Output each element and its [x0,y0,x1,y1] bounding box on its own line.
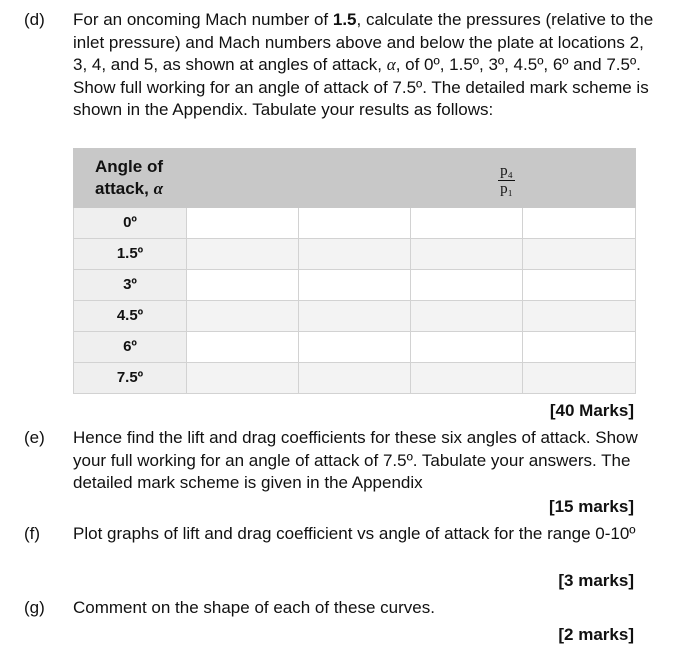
table-cell [187,208,299,239]
table-cell [523,239,636,270]
table-cell [187,270,299,301]
angle-cell: 6º [74,332,187,363]
angle-cell: 0º [74,208,187,239]
table-cell [187,301,299,332]
table-row [74,239,636,270]
question-d [24,9,654,122]
table-cell [523,363,636,394]
table-cell [187,332,299,363]
table-header-row [74,149,636,208]
question-e-text: Hence find the lift and drag coefficients for these six angles of attack. Show your full working for an angle of attack of 7.5º. Tabulate your answers. The detailed mark scheme is given in the Appendix [73,428,638,492]
table-row [74,301,636,332]
question-d-text-end: , of 0º, 1.5º, 3º, 4.5º, 6º and 7.5º. Show full working for an angle of attack of 7.5º. The detailed mark scheme is shown in the Appendix. Tabulate your results as follows: [73,55,649,119]
question-g-text: Comment on the shape of each of these curves. [73,598,435,617]
table-cell [411,208,523,239]
marks-d: [40 Marks] [549,401,634,420]
table-cell [187,363,299,394]
angle-cell: 3º [74,270,187,301]
alpha-symbol: α [386,55,396,74]
table-cell [523,332,636,363]
table-cell [187,239,299,270]
table-cell [299,301,411,332]
table-row [74,208,636,239]
angle-cell: 1.5º [74,239,187,270]
pressure-ratio-header [411,149,523,208]
table-cell [411,301,523,332]
results-table [73,148,636,394]
marks-e: [15 marks] [548,497,634,516]
table-cell [411,363,523,394]
question-d-text [73,9,654,122]
table-cell [523,270,636,301]
angle-cell: 4.5º [74,301,187,332]
marks-f: [3 marks] [558,571,634,590]
question-e [24,427,654,495]
table-row [74,332,636,363]
table-cell [299,208,411,239]
question-f-label: (f) [24,524,41,543]
question-e-label: (e) [24,428,45,447]
marks-g: [2 marks] [558,625,634,644]
table-cell [411,332,523,363]
angle-cell: 7.5º [74,363,187,394]
table-cell [299,270,411,301]
table-row [74,270,636,301]
table-cell [411,239,523,270]
table-cell [523,301,636,332]
table-cell [523,208,636,239]
question-d-text-start: For an oncoming Mach number of [73,10,333,29]
table-cell [299,332,411,363]
table-cell [299,363,411,394]
question-f-text: Plot graphs of lift and drag coefficient vs angle of attack for the range 0-10º [73,524,636,543]
question-g-label: (g) [24,598,45,617]
pressure-ratio-fraction: $\frac{\text{p₄}}{\text{p₁}}$ [500,162,513,197]
question-g [24,597,654,620]
angle-header: Angle of attack, α [74,149,187,208]
alpha-symbol: α [153,179,163,198]
question-f [24,523,654,546]
table-row [74,363,636,394]
question-d-label: (d) [24,10,45,29]
question-d-text-mid: , calculate the pressures (relative to the inlet pressure) and Mach numbers above and below the plate at locations 2, 3, 4, and 5, as shown at angles of attack, [73,10,654,74]
table-cell [411,270,523,301]
mach-number: 1.5 [332,10,357,29]
table-cell [299,239,411,270]
